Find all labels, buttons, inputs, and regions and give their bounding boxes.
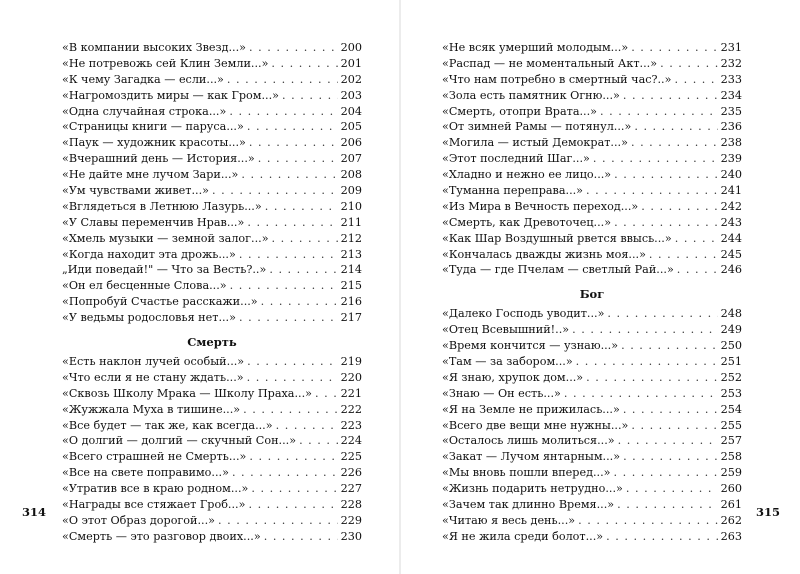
entry-title: «Могила — истый Демократ...» <box>442 136 628 150</box>
entry-title: «Я не жила среди болот...» <box>442 529 604 543</box>
toc-entry <box>442 497 742 513</box>
entry-title: «Жизнь подарить нетрудно...» <box>442 482 623 496</box>
entry-page-number: 216 <box>340 295 362 309</box>
entry-title: «Зола есть памятник Огню...» <box>442 88 620 102</box>
entry-title: «Как Шар Воздушный рвется ввысь...» <box>442 231 672 245</box>
page-number-right: 315 <box>756 505 781 519</box>
entry-title: «Знаю — Он есть...» <box>442 386 561 400</box>
entry-title: «Что если я не стану ждать...» <box>62 370 244 384</box>
toc-entry <box>442 167 742 183</box>
entry-page-number: 206 <box>340 136 362 150</box>
dot-leader <box>271 56 337 72</box>
entry-list-top <box>62 40 362 326</box>
entry-title: «В компании высоких Звезд...» <box>62 41 247 54</box>
dot-leader <box>623 88 718 104</box>
dot-leader <box>586 370 717 386</box>
entry-title: «Не потревожь сей Клин Земли...» <box>62 56 269 70</box>
toc-entry <box>62 183 362 199</box>
dot-leader <box>247 354 337 370</box>
entry-page-number: 241 <box>720 184 742 198</box>
toc-entry <box>442 402 742 418</box>
entry-page-number: 263 <box>720 529 742 543</box>
dot-leader <box>239 247 338 263</box>
entry-page-number: 226 <box>340 466 362 480</box>
dot-leader <box>243 402 338 418</box>
entry-page-number: 236 <box>720 120 742 134</box>
entry-page-number: 205 <box>340 120 362 134</box>
toc-entry <box>442 322 742 338</box>
entry-page-number: 229 <box>340 513 362 527</box>
entry-title: «Смерть — это разговор двоих...» <box>62 529 261 543</box>
toc-entry <box>62 481 362 497</box>
entry-title: «Этот последний Шаг...» <box>442 152 590 166</box>
toc-entry <box>62 354 362 370</box>
entry-page-number: 215 <box>340 279 362 293</box>
toc-entry <box>442 88 742 104</box>
dot-leader <box>618 433 718 449</box>
entry-page-number: 204 <box>340 104 362 118</box>
entry-title: «Есть наклон лучей особый...» <box>62 355 245 369</box>
dot-leader <box>674 72 717 88</box>
dot-leader <box>249 449 337 465</box>
dot-leader <box>261 294 338 310</box>
entry-title: «О этот Образ дорогой...» <box>62 513 215 527</box>
entry-title: «Не дайте мне лучом Зари...» <box>62 168 239 182</box>
entry-page-number: 232 <box>720 56 742 70</box>
dot-leader <box>247 370 338 386</box>
entry-title: «Он ел бесценные Слова...» <box>62 279 227 293</box>
entry-list-section <box>62 354 362 545</box>
toc-entry <box>62 386 362 402</box>
entry-page-number: 219 <box>340 355 362 369</box>
entry-title: «Всего две вещи мне нужны...» <box>442 418 629 432</box>
dot-leader <box>641 199 717 215</box>
toc-entry <box>62 215 362 231</box>
entry-list-section <box>442 306 742 544</box>
entry-title: «Что нам потребно в смертный час?..» <box>442 72 672 86</box>
entry-title: «Зачем так длинно Время...» <box>442 498 615 512</box>
toc-entry <box>442 199 742 215</box>
toc-entry <box>62 119 362 135</box>
dot-leader <box>264 529 338 545</box>
entry-page-number: 242 <box>720 199 742 213</box>
entry-title: «Всего страшней не Смерть...» <box>62 450 247 464</box>
toc-entry <box>62 278 362 294</box>
entry-title: «Распад — не моментальный Акт...» <box>442 56 658 70</box>
entry-page-number: 225 <box>340 450 362 464</box>
dot-leader <box>614 167 717 183</box>
dot-leader <box>586 183 718 199</box>
entry-title: „Иди поведай!" — Что за Весть?..» <box>62 263 267 277</box>
dot-leader <box>576 354 718 370</box>
toc-entry <box>442 386 742 402</box>
entry-title: «Там — за забором...» <box>442 355 573 369</box>
toc-entry <box>442 418 742 434</box>
left-page-contents <box>62 40 362 545</box>
toc-entry <box>62 262 362 278</box>
toc-entry <box>62 310 362 326</box>
dot-leader <box>239 310 338 326</box>
entry-page-number: 253 <box>720 386 742 400</box>
toc-entry <box>442 449 742 465</box>
dot-leader <box>614 215 718 231</box>
entry-page-number: 201 <box>340 56 362 70</box>
dot-leader <box>617 497 718 513</box>
entry-page-number: 231 <box>720 41 742 54</box>
toc-entry <box>62 402 362 418</box>
entry-page-number: 200 <box>340 41 362 54</box>
entry-title: «Вглядеться в Летнюю Лазурь...» <box>62 199 262 213</box>
dot-leader <box>600 104 718 120</box>
toc-entry <box>62 418 362 434</box>
entry-page-number: 243 <box>720 215 742 229</box>
entry-list-top <box>442 40 742 278</box>
toc-entry <box>442 104 742 120</box>
entry-title: «Не всяк умерший молодым...» <box>442 41 629 54</box>
dot-leader <box>232 465 338 481</box>
dot-leader <box>258 151 338 167</box>
dot-leader <box>248 497 337 513</box>
entry-page-number: 207 <box>340 152 362 166</box>
dot-leader <box>578 513 718 529</box>
entry-page-number: 235 <box>720 104 742 118</box>
entry-page-number: 234 <box>720 88 742 102</box>
dot-leader <box>212 183 338 199</box>
dot-leader <box>606 529 718 545</box>
entry-title: «Попробуй Счастье расскажи...» <box>62 295 258 309</box>
dot-leader <box>631 40 717 56</box>
dot-leader <box>613 465 717 481</box>
toc-entry <box>62 56 362 72</box>
dot-leader <box>282 88 338 104</box>
dot-leader <box>677 262 718 278</box>
entry-title: «Далеко Господь уводит...» <box>442 307 605 321</box>
dot-leader <box>607 306 717 322</box>
toc-entry <box>62 497 362 513</box>
entry-title: «Смерть, как Древоточец...» <box>442 215 612 229</box>
entry-title: «Закат — Лучом янтарным...» <box>442 450 621 464</box>
section-heading: Бог <box>579 287 605 302</box>
toc-entry <box>442 354 742 370</box>
dot-leader <box>227 72 338 88</box>
dot-leader <box>572 322 718 338</box>
dot-leader <box>249 40 338 56</box>
entry-page-number: 258 <box>720 450 742 464</box>
entry-page-number: 224 <box>340 434 362 448</box>
toc-entry <box>442 465 742 481</box>
toc-entry <box>62 167 362 183</box>
entry-page-number: 251 <box>720 355 742 369</box>
toc-entry <box>62 433 362 449</box>
dot-leader <box>247 215 337 231</box>
toc-entry <box>442 262 742 278</box>
toc-entry <box>442 513 742 529</box>
entry-page-number: 227 <box>340 482 362 496</box>
entry-title: «Награды все стяжает Гроб...» <box>62 498 246 512</box>
entry-title: «Паук — художник красоты...» <box>62 136 246 150</box>
entry-page-number: 244 <box>720 231 742 245</box>
entry-page-number: 208 <box>340 168 362 182</box>
dot-leader <box>299 433 338 449</box>
entry-page-number: 252 <box>720 370 742 384</box>
toc-entry <box>62 199 362 215</box>
toc-entry <box>62 465 362 481</box>
entry-page-number: 249 <box>720 323 742 337</box>
toc-entry <box>442 370 742 386</box>
entry-title: «Нагромоздить миры — как Гром...» <box>62 88 280 102</box>
entry-title: «Сквозь Школу Мрака — Школу Праха...» <box>62 386 312 400</box>
toc-entry <box>442 40 742 56</box>
toc-entry <box>62 370 362 386</box>
entry-page-number: 257 <box>720 434 742 448</box>
dot-leader <box>241 167 337 183</box>
toc-entry <box>442 56 742 72</box>
entry-page-number: 248 <box>720 307 742 321</box>
entry-title: «О долгий — долгий — скучный Сон...» <box>62 434 297 448</box>
toc-entry <box>442 215 742 231</box>
entry-title: «Страницы книги — паруса...» <box>62 120 244 134</box>
dot-leader <box>230 278 338 294</box>
entry-title: «Утратив все в краю родном...» <box>62 482 249 496</box>
entry-page-number: 245 <box>720 247 742 261</box>
entry-title: «Туда — где Пчелам — светлый Рай...» <box>442 263 674 277</box>
entry-title: «Туманна переправа...» <box>442 184 584 198</box>
entry-page-number: 211 <box>340 215 362 229</box>
dot-leader <box>621 338 718 354</box>
toc-entry <box>442 481 742 497</box>
entry-page-number: 228 <box>340 498 362 512</box>
entry-title: «Смерть, отопри Врата...» <box>442 104 597 118</box>
toc-entry <box>62 247 362 263</box>
toc-entry <box>442 338 742 354</box>
entry-title: «К чему Загадка — если...» <box>62 72 224 86</box>
toc-entry <box>442 183 742 199</box>
entry-title: «Ум чувствами живет...» <box>62 184 209 198</box>
toc-entry <box>442 247 742 263</box>
entry-title: «Я знаю, хрупок дом...» <box>442 370 584 384</box>
dot-leader <box>229 104 337 120</box>
entry-page-number: 255 <box>720 418 742 432</box>
dot-leader <box>593 151 718 167</box>
dot-leader <box>626 481 718 497</box>
section-heading: Смерть <box>187 335 237 350</box>
toc-entry <box>442 151 742 167</box>
entry-title: «Все на свете поправимо...» <box>62 466 229 480</box>
entry-page-number: 213 <box>340 247 362 261</box>
entry-page-number: 238 <box>720 136 742 150</box>
entry-page-number: 254 <box>720 402 742 416</box>
entry-page-number: 239 <box>720 152 742 166</box>
entry-page-number: 259 <box>720 466 742 480</box>
toc-entry <box>62 72 362 88</box>
toc-entry <box>442 529 742 545</box>
dot-leader <box>649 247 718 263</box>
toc-entry <box>62 294 362 310</box>
toc-entry <box>442 119 742 135</box>
dot-leader <box>623 402 718 418</box>
entry-page-number: 217 <box>340 311 362 325</box>
dot-leader <box>634 119 717 135</box>
dot-leader <box>564 386 718 402</box>
entry-title: «Хмель музыки — земной залог...» <box>62 231 269 245</box>
entry-title: «Когда находит эта дрожь...» <box>62 247 236 261</box>
entry-page-number: 230 <box>340 529 362 543</box>
right-page-contents <box>442 40 742 545</box>
dot-leader <box>631 418 717 434</box>
toc-entry <box>442 433 742 449</box>
entry-page-number: 261 <box>720 498 742 512</box>
entry-page-number: 260 <box>720 482 742 496</box>
toc-entry <box>62 135 362 151</box>
entry-page-number: 223 <box>340 418 362 432</box>
entry-page-number: 240 <box>720 168 742 182</box>
entry-title: «Вчерашний день — История...» <box>62 152 255 166</box>
toc-entry <box>62 231 362 247</box>
dot-leader <box>276 418 338 434</box>
toc-entry <box>62 513 362 529</box>
toc-entry <box>62 104 362 120</box>
toc-entry <box>62 151 362 167</box>
dot-leader <box>660 56 718 72</box>
entry-page-number: 220 <box>340 370 362 384</box>
entry-page-number: 246 <box>720 263 742 277</box>
entry-page-number: 214 <box>340 263 362 277</box>
dot-leader <box>272 231 338 247</box>
toc-entry <box>62 449 362 465</box>
dot-leader <box>249 135 338 151</box>
entry-title: «От зимней Рамы — потянул...» <box>442 120 632 134</box>
entry-page-number: 212 <box>340 231 362 245</box>
toc-entry <box>442 231 742 247</box>
dot-leader <box>623 449 718 465</box>
dot-leader <box>631 135 718 151</box>
entry-page-number: 250 <box>720 339 742 353</box>
book-gutter <box>399 0 401 574</box>
toc-entry <box>62 88 362 104</box>
dot-leader <box>315 386 338 402</box>
entry-title: «Одна случайная строка...» <box>62 104 227 118</box>
entry-title: «Время кончится — узнаю...» <box>442 339 619 353</box>
toc-entry <box>442 72 742 88</box>
dot-leader <box>675 231 718 247</box>
dot-leader <box>247 119 338 135</box>
entry-page-number: 233 <box>720 72 742 86</box>
entry-title: «Из Мира в Вечность переход...» <box>442 199 639 213</box>
toc-entry <box>62 40 362 56</box>
toc-entry <box>442 306 742 322</box>
entry-page-number: 262 <box>720 513 742 527</box>
dot-leader <box>265 199 338 215</box>
entry-title: «Читаю я весь день...» <box>442 513 576 527</box>
entry-page-number: 221 <box>340 386 362 400</box>
dot-leader <box>251 481 337 497</box>
entry-page-number: 203 <box>340 88 362 102</box>
entry-title: «Отец Всевышний!..» <box>442 323 570 337</box>
entry-title: «Мы вновь пошли вперед...» <box>442 466 611 480</box>
dot-leader <box>218 513 338 529</box>
entry-page-number: 222 <box>340 402 362 416</box>
entry-title: «Хладно и нежно ее лицо...» <box>442 168 612 182</box>
entry-title: «Жужжала Муха в тишине...» <box>62 402 241 416</box>
entry-title: «У Славы переменчив Нрав...» <box>62 215 245 229</box>
entry-title: «Кончалась дважды жизнь моя...» <box>442 247 646 261</box>
toc-entry <box>442 135 742 151</box>
toc-entry <box>62 529 362 545</box>
entry-page-number: 209 <box>340 184 362 198</box>
entry-title: «Я на Земле не прижилась...» <box>442 402 620 416</box>
dot-leader <box>269 262 337 278</box>
page-number-left: 314 <box>22 505 47 519</box>
entry-page-number: 202 <box>340 72 362 86</box>
entry-title: «У ведьмы родословья нет...» <box>62 311 236 325</box>
entry-title: «Осталось лишь молиться...» <box>442 434 615 448</box>
entry-page-number: 210 <box>340 199 362 213</box>
entry-title: «Все будет — так же, как всегда...» <box>62 418 273 432</box>
